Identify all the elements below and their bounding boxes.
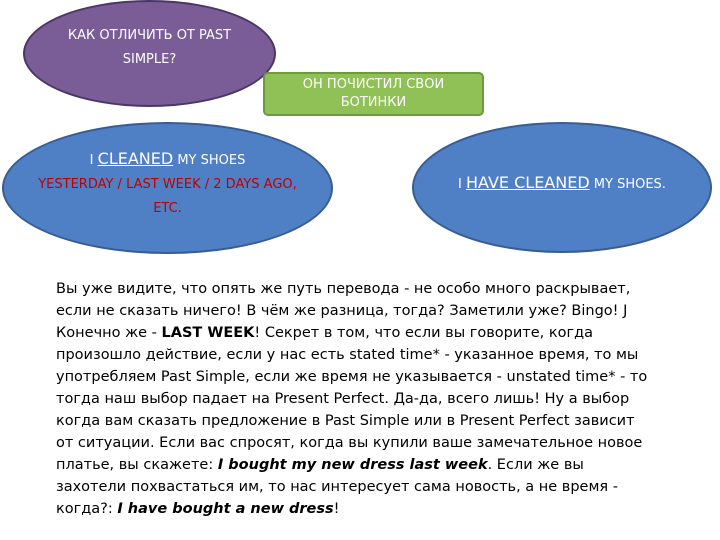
last-week-emphasis: LAST WEEK — [161, 325, 255, 341]
present-perfect-verb: HAVE CLEANED — [466, 172, 590, 192]
question-text: КАК ОТЛИЧИТЬ ОТ PAST SIMPLE? — [67, 27, 232, 67]
past-simple-content — [4, 147, 331, 221]
past-simple-time-markers: YESTERDAY / LAST WEEK / 2 DAYS AGO, ETC. — [38, 177, 297, 216]
past-simple-pronoun: I — [89, 153, 94, 168]
present-perfect-pronoun: I — [458, 176, 462, 192]
explanation-part-1: Вы уже видите, что опять же путь перевода - не особо много раскрывает, если не сказать ничего! В чём же разница, тогда? Заметили уже? Bingo! J Конечно же - — [56, 281, 631, 341]
example-present-perfect: I have bought a new dress — [117, 501, 334, 517]
translation-text: ОН ПОЧИСТИЛ СВОИ БОТИНКИ — [302, 77, 445, 110]
explanation-part-2: ! Секрет в том, что если вы говорите, когда произошло действие, если у нас есть stated time* - указанное время, то мы употребляем Past Simple, если же время не указывается - unstated time* - то тогда наш выбор падает на Present Perfect. Да-да, всего лишь! Ну а выбор когда вам сказать предложение в Past Simple или в Present Perfect зависит от ситуации. Если вас спросят, когда вы купили ваше замечательное новое платье, вы скажете: — [56, 325, 648, 473]
past-simple-verb: CLEANED — [97, 149, 174, 168]
explanation-part-4: ! — [333, 501, 340, 517]
past-simple-object: MY SHOES — [177, 153, 246, 168]
example-past-simple: I bought my new dress last week — [217, 457, 488, 473]
explanation-part-3: . Если же вы захотели похвастаться им, то нас интересует сама новость, а не время - когда?: — [56, 457, 618, 517]
question-oval — [23, 0, 276, 107]
past-simple-oval — [2, 122, 333, 254]
translation-box — [263, 72, 484, 116]
present-perfect-object: MY SHOES. — [593, 176, 666, 192]
explanation-paragraph — [56, 278, 656, 520]
present-perfect-content — [436, 171, 688, 197]
present-perfect-oval — [412, 122, 712, 253]
